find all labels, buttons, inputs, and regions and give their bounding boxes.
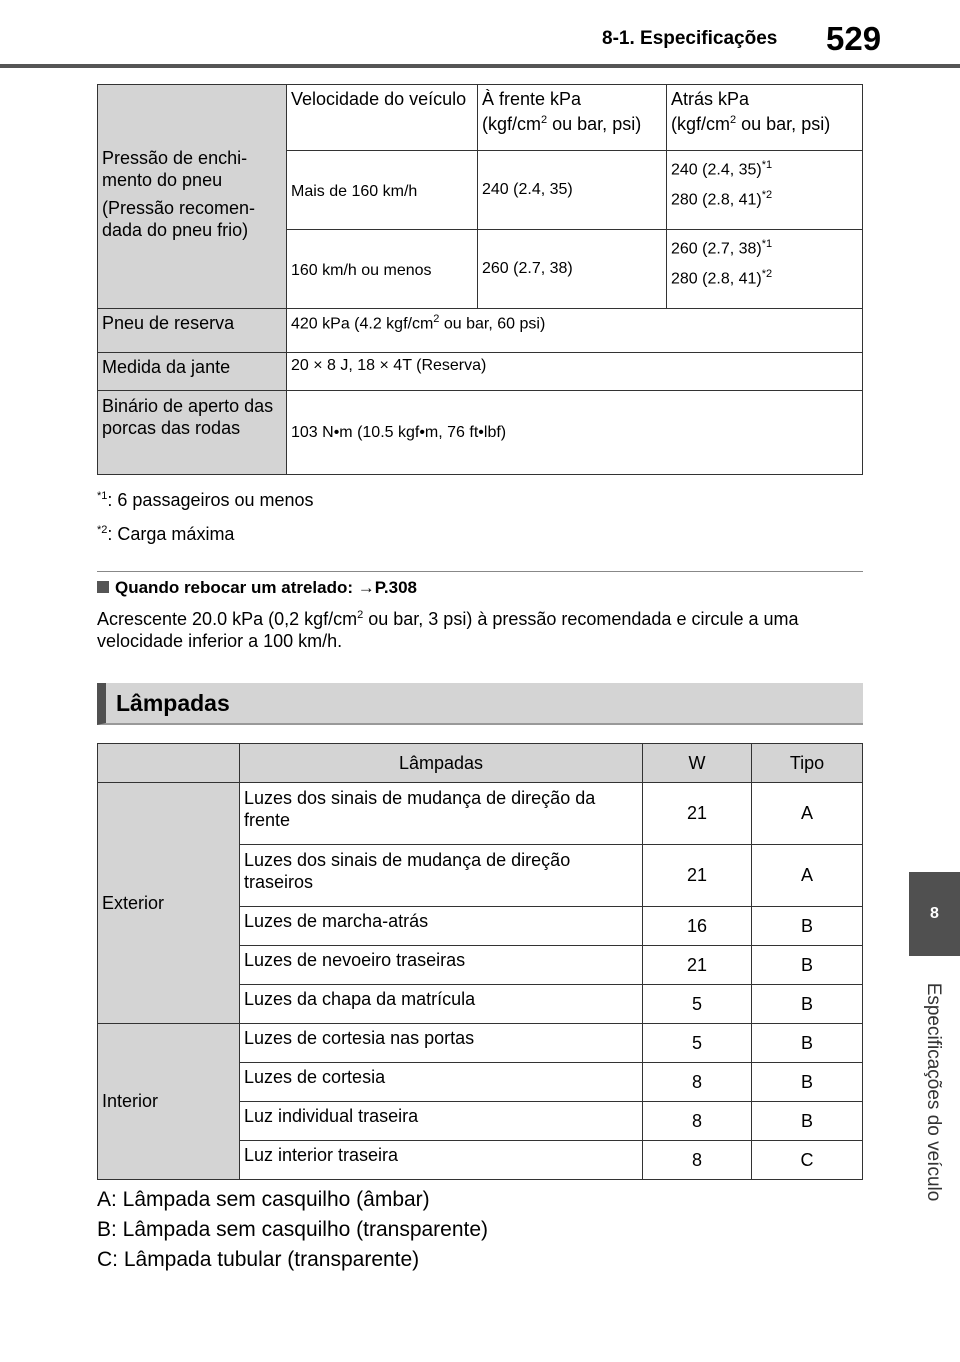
rear-header-unit [671,114,858,135]
lamp-type [752,985,863,1024]
note-ref: *2 [761,189,773,202]
front-header [478,85,667,151]
rear-cell [667,151,863,230]
chapter-number: 8 [930,905,939,922]
table-row [98,1024,863,1063]
page-reference-link[interactable]: P.308 [374,578,417,597]
lamp-type-text: B [800,915,813,936]
header-w-text: W [688,752,706,773]
front-value: 260 (2.7, 38) [482,260,573,277]
spare-value [287,309,863,353]
front-cell [478,230,667,309]
lamp-name-text: Luz individual traseira [244,1106,419,1126]
lamp-name-text: Luzes de cortesia [244,1067,386,1087]
rear-value: 280 (2.8, 41) [671,191,762,209]
torque-label [98,391,287,475]
lamp-type-text: A [800,803,813,823]
lamp-w [643,783,752,845]
footnote-mark: *1 [97,490,108,502]
rear-unit-a: (kgf/cm [671,114,731,134]
page-number: 529 [826,20,882,57]
footnote-2 [97,524,234,545]
group-exterior [98,783,240,1024]
lamp-w-text: 21 [686,865,708,885]
lamp-name [240,985,643,1024]
legend-a: A: Lâmpada sem casquilho (âmbar) [97,1188,430,1211]
table-row [98,783,863,845]
lamp-w-text: 5 [691,1032,702,1053]
lamp-type-text: B [800,1071,813,1092]
lamp-type [752,845,863,907]
speed-value: 160 km/h ou menos [291,261,432,279]
lamp-type-text: B [800,993,813,1014]
torque-value [287,391,863,475]
lamp-name [240,946,643,985]
header-lamps [240,744,643,783]
legend-b: B: Lâmpada sem casquilho (transparente) [97,1218,489,1241]
rear-header [667,85,863,151]
footnote-text: : 6 passageiros ou menos [107,490,314,510]
rear-value-1 [671,159,858,179]
lamp-name-text: Luzes de cortesia nas portas [244,1028,475,1048]
tire-spec-table [97,84,863,475]
lamp-name-text: Luzes de nevoeiro traseiras [244,950,466,970]
pressure-label-cell [98,85,287,309]
lamp-name-text: Luzes da chapa da matrícula [244,989,476,1009]
lamp-name [240,783,643,845]
lamp-w-text: 5 [691,993,702,1014]
lamp-w [643,1102,752,1141]
header-type [752,744,863,783]
lamp-w [643,946,752,985]
lamp-w-text: 21 [686,954,708,975]
lamp-type-text: B [800,1110,813,1131]
torque-label-text: Binário de aperto das porcas das rodas [102,396,274,438]
arrow-right-icon: → [357,578,375,597]
front-unit-b: ou bar, psi) [547,114,642,134]
lamp-w-text: 21 [686,803,708,823]
lamp-type [752,1063,863,1102]
trailer-paragraph [97,604,863,652]
lamp-name [240,1102,643,1141]
rear-value: 240 (2.4, 35) [671,161,762,179]
note-ref: *2 [761,268,773,281]
lamp-type-text: A [800,865,813,885]
rear-value-1 [671,238,858,258]
lamp-name [240,1063,643,1102]
divider [97,571,863,572]
spare-label-text: Pneu de reserva [102,313,235,333]
section-heading [97,683,863,725]
speed-cell [287,151,478,230]
table-row [98,309,863,353]
rear-unit-b: ou bar, psi) [736,114,831,134]
legend-c: C: Lâmpada tubular (transparente) [97,1248,420,1271]
table-row [98,391,863,475]
rear-value: 280 (2.8, 41) [671,270,762,288]
section-heading-text: Lâmpadas [116,690,230,716]
header-divider [0,64,960,68]
trailer-sup: 2 [357,609,364,621]
rim-value [287,353,863,391]
header-w [643,744,752,783]
spare-label [98,309,287,353]
lamp-w-text: 8 [691,1110,702,1131]
spare-value-a: 420 kPa (4.2 kgf/cm [291,315,434,333]
note-ref: *1 [761,159,773,171]
lamp-name [240,907,643,946]
table-header-row [98,744,863,783]
lamp-name [240,1024,643,1063]
group-label: Exterior [102,892,165,913]
front-unit-a: (kgf/cm [482,114,542,134]
lamp-type [752,946,863,985]
lamp-name [240,1141,643,1180]
lamp-type [752,1102,863,1141]
lamp-type-text: B [800,1032,813,1053]
lamp-type-text: B [800,954,813,975]
trailer-text-a: Acrescente 20.0 kPa (0,2 kgf/cm [97,609,358,629]
lamp-type [752,1024,863,1063]
lamp-w [643,845,752,907]
group-label: Interior [102,1091,159,1111]
lamp-w [643,907,752,946]
chapter-title-vertical [906,962,960,1222]
spare-sup: 2 [433,313,440,325]
group-interior [98,1024,240,1180]
lamp-w [643,1024,752,1063]
square-bullet-icon [97,581,109,593]
lamp-name-text: Luz interior traseira [244,1145,399,1165]
chapter-title-label: Especificações do veículo [923,982,944,1202]
lamp-table [97,743,863,1180]
rear-value-2 [671,189,858,209]
pressure-label: Pressão de enchi-mento do pneu [102,147,248,190]
speed-header [287,85,478,151]
lamp-w-text: 8 [691,1071,702,1092]
trailer-heading [97,578,417,598]
header-empty [98,744,240,783]
lamp-type-text: C [800,1149,814,1170]
rim-label-text: Medida da jante [102,357,231,377]
lamp-w-text: 16 [686,915,708,936]
pressure-recommended-label: (Pressão recomen-dada do pneu frio) [102,197,256,240]
rim-label [98,353,287,391]
rear-value-2 [671,268,858,288]
lamp-name [240,845,643,907]
footnote-text: : Carga máxima [107,524,235,544]
lamp-w [643,1063,752,1102]
front-unit-sup: 2 [541,114,548,126]
footnote-mark: *2 [97,524,108,536]
rear-cell [667,230,863,309]
chapter-tab[interactable] [909,872,960,956]
speed-value: Mais de 160 km/h [291,182,418,200]
front-cell [478,151,667,230]
speed-cell [287,230,478,309]
header-lamps-text: Lâmpadas [398,752,484,773]
rim-value-text: 20 × 8 J, 18 × 4T (Reserva) [291,357,487,374]
front-value: 240 (2.4, 35) [482,181,573,198]
rear-header-label: Atrás kPa [671,89,750,109]
lamp-w-text: 8 [691,1149,702,1170]
lamp-type [752,907,863,946]
speed-header-label: Velocidade do veículo [291,89,467,109]
note-ref: *1 [761,238,773,250]
trailer-text-b: ou bar, 3 psi) à pressão recomendada e circule a uma velocidade inferior a 100 km/h. [97,609,799,651]
lamp-type [752,783,863,845]
lamp-name-text: Luzes de marcha-atrás [244,911,429,931]
front-header-unit [482,114,662,135]
section-title-header: 8-1. Especificações [602,28,778,49]
torque-value-text: 103 N•m (10.5 kgf•m, 76 ft•lbf) [291,423,507,441]
header-type-text: Tipo [789,752,825,773]
table-row [98,353,863,391]
trailer-heading-text: Quando rebocar um atrelado: [115,578,358,597]
lamp-type [752,1141,863,1180]
lamp-w [643,985,752,1024]
front-header-label: À frente kPa [482,89,582,109]
lamp-w [643,1141,752,1180]
footnote-1 [97,490,314,511]
rear-value: 260 (2.7, 38) [671,240,762,258]
lamp-name-text: Luzes dos sinais de mudança de direção da frente [244,788,596,830]
rear-unit-sup: 2 [730,114,737,126]
spare-value-b: ou bar, 60 psi) [439,315,546,333]
lamp-name-text: Luzes dos sinais de mudança de direção traseiros [244,850,571,892]
